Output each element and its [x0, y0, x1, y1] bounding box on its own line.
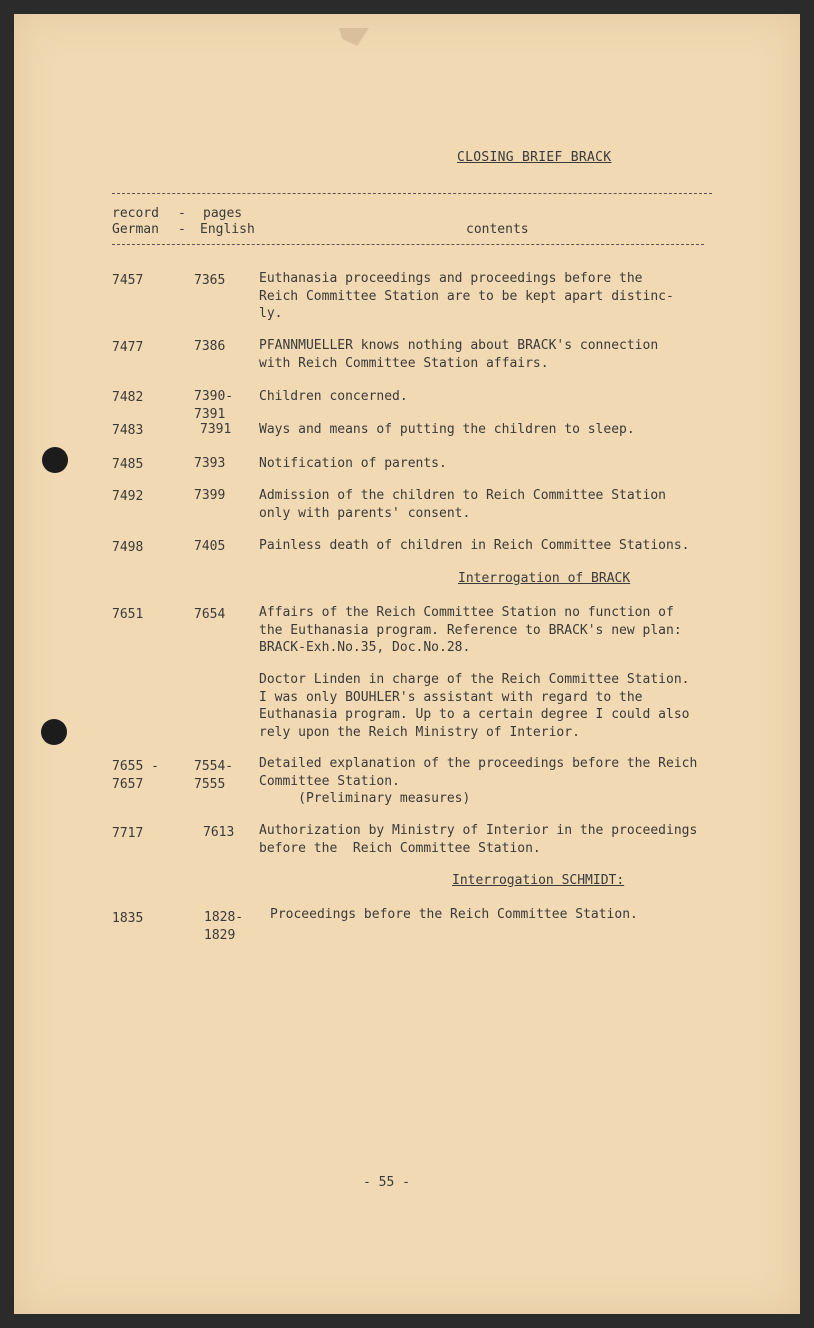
entry-german: 7492: [112, 489, 144, 504]
entry-text: PFANNMUELLER knows nothing about BRACK's connection with Reich Committee Station affairs.: [259, 338, 659, 371]
header-dash: -: [178, 206, 186, 221]
entry-english: 7399: [194, 488, 226, 503]
entry-german: 7498: [112, 540, 144, 555]
entry-english: 7554- 7555: [194, 759, 234, 792]
header-divider: [112, 244, 704, 245]
document-title: CLOSING BRIEF BRACK: [457, 150, 612, 165]
entry-german: 7655 - 7657: [112, 759, 159, 792]
entry-german: 7457: [112, 273, 144, 288]
entry-text: Children concerned.: [259, 389, 408, 404]
section-heading-schmidt: Interrogation SCHMIDT:: [452, 873, 625, 888]
header-record: record: [112, 206, 159, 221]
page-number: - 55 -: [363, 1175, 410, 1190]
top-divider: [112, 193, 712, 194]
entry-text: Admission of the children to Reich Committee Station only with parents' consent.: [259, 488, 666, 521]
header-pages: pages: [203, 206, 243, 221]
entry-english: 7405: [194, 539, 226, 554]
entry-german: 7485: [112, 457, 144, 472]
entry-german: 7717: [112, 826, 144, 841]
entry-english: 7613: [203, 825, 235, 840]
entry-german: 7483: [112, 423, 144, 438]
header-english: English: [200, 222, 255, 237]
entry-german: 7651: [112, 607, 144, 622]
entry-text: Euthanasia proceedings and proceedings before the Reich Committee Station are to be kept apart distinc- ly.: [259, 271, 674, 321]
entry-text: Detailed explanation of the proceedings before the Reich Committee Station. (Preliminary measures): [259, 756, 698, 806]
entry-german: 7482: [112, 390, 144, 405]
entry-text: Proceedings before the Reich Committee Station.: [270, 907, 638, 922]
paper-tear: [339, 28, 369, 46]
entry-text: Authorization by Ministry of Interior in the proceedings before the Reich Committee Station.: [259, 823, 698, 856]
entry-english: 7393: [194, 456, 226, 471]
punch-hole: [41, 719, 67, 745]
punch-hole: [42, 447, 68, 473]
entry-german: 1835: [112, 911, 144, 926]
entry-english: 7391: [200, 422, 232, 437]
header-dash: -: [178, 222, 186, 237]
header-german: German: [112, 222, 159, 237]
entry-english: 7386: [194, 339, 226, 354]
entry-text: Notification of parents.: [259, 456, 447, 471]
entry-text: Doctor Linden in charge of the Reich Committee Station. I was only BOUHLER's assistant with regard to the Euthanasia program. Up to a certain degree I could also rely upon the Reich Ministry of Interior.: [259, 672, 690, 740]
entry-english: 7654: [194, 607, 226, 622]
entry-text: Ways and means of putting the children to sleep.: [259, 422, 635, 437]
entry-german: 7477: [112, 340, 144, 355]
header-contents: contents: [466, 222, 529, 237]
entry-text: Painless death of children in Reich Committee Stations.: [259, 538, 690, 553]
entry-english: 7390- 7391: [194, 389, 234, 422]
entry-english: 7365: [194, 273, 226, 288]
section-heading-brack: Interrogation of BRACK: [458, 571, 631, 586]
entry-text: Affairs of the Reich Committee Station no function of the Euthanasia program. Reference to BRACK's new plan: BRACK-Exh.No.35, Doc.No.28.: [259, 605, 682, 655]
entry-english: 1828- 1829: [204, 910, 244, 943]
